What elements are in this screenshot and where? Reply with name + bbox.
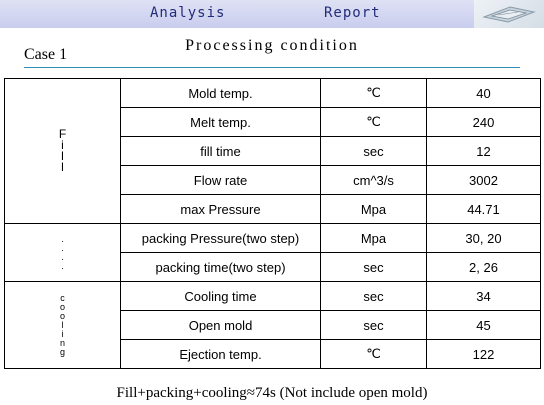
parameter-cell: Ejection temp. [121, 340, 321, 369]
header-title-report: Report [324, 5, 381, 21]
page-title: Processing condition [185, 37, 359, 54]
unit-cell: sec [321, 253, 427, 282]
unit-cell: Mpa [321, 224, 427, 253]
value-cell: 34 [427, 282, 541, 311]
parameter-cell: packing Pressure(two step) [121, 224, 321, 253]
table-row [5, 224, 541, 253]
unit-cell: ℃ [321, 108, 427, 137]
value-cell: 122 [427, 340, 541, 369]
header-band [0, 0, 474, 28]
group-label [5, 79, 121, 224]
unit-cell: sec [321, 137, 427, 166]
unit-cell: sec [321, 311, 427, 340]
group-label-text: . . . . [61, 233, 64, 271]
value-cell: 40 [427, 79, 541, 108]
unit-cell: cm^3/s [321, 166, 427, 195]
table-row [5, 79, 541, 108]
parameter-cell: fill time [121, 137, 321, 166]
unit-cell: ℃ [321, 79, 427, 108]
mold-model-thumbnail-icon [474, 0, 544, 28]
unit-cell: ℃ [321, 340, 427, 369]
value-cell: 45 [427, 311, 541, 340]
table-row [5, 282, 541, 311]
parameter-cell: packing time(two step) [121, 253, 321, 282]
unit-cell: sec [321, 282, 427, 311]
parameter-cell: max Pressure [121, 195, 321, 224]
processing-condition-table [4, 78, 541, 369]
parameter-cell: Flow rate [121, 166, 321, 195]
value-cell: 30, 20 [427, 224, 541, 253]
value-cell: 44.71 [427, 195, 541, 224]
case-label: Case 1 [24, 46, 68, 63]
parameter-cell: Open mold [121, 311, 321, 340]
value-cell: 3002 [427, 166, 541, 195]
value-cell: 12 [427, 137, 541, 166]
value-cell: 2, 26 [427, 253, 541, 282]
title-divider [24, 67, 520, 68]
cycle-time-note: Fill+packing+cooling≈74s (Not include open mold) [116, 385, 428, 401]
group-label [5, 224, 121, 282]
parameter-cell: Melt temp. [121, 108, 321, 137]
parameter-cell: Mold temp. [121, 79, 321, 108]
group-label [5, 282, 121, 369]
value-cell: 240 [427, 108, 541, 137]
header-title-analysis: Analysis [150, 5, 226, 21]
unit-cell: Mpa [321, 195, 427, 224]
parameter-cell: Cooling time [121, 282, 321, 311]
group-label-text: F i l l [58, 127, 67, 174]
group-label-text: c o o l i n g [59, 292, 65, 357]
